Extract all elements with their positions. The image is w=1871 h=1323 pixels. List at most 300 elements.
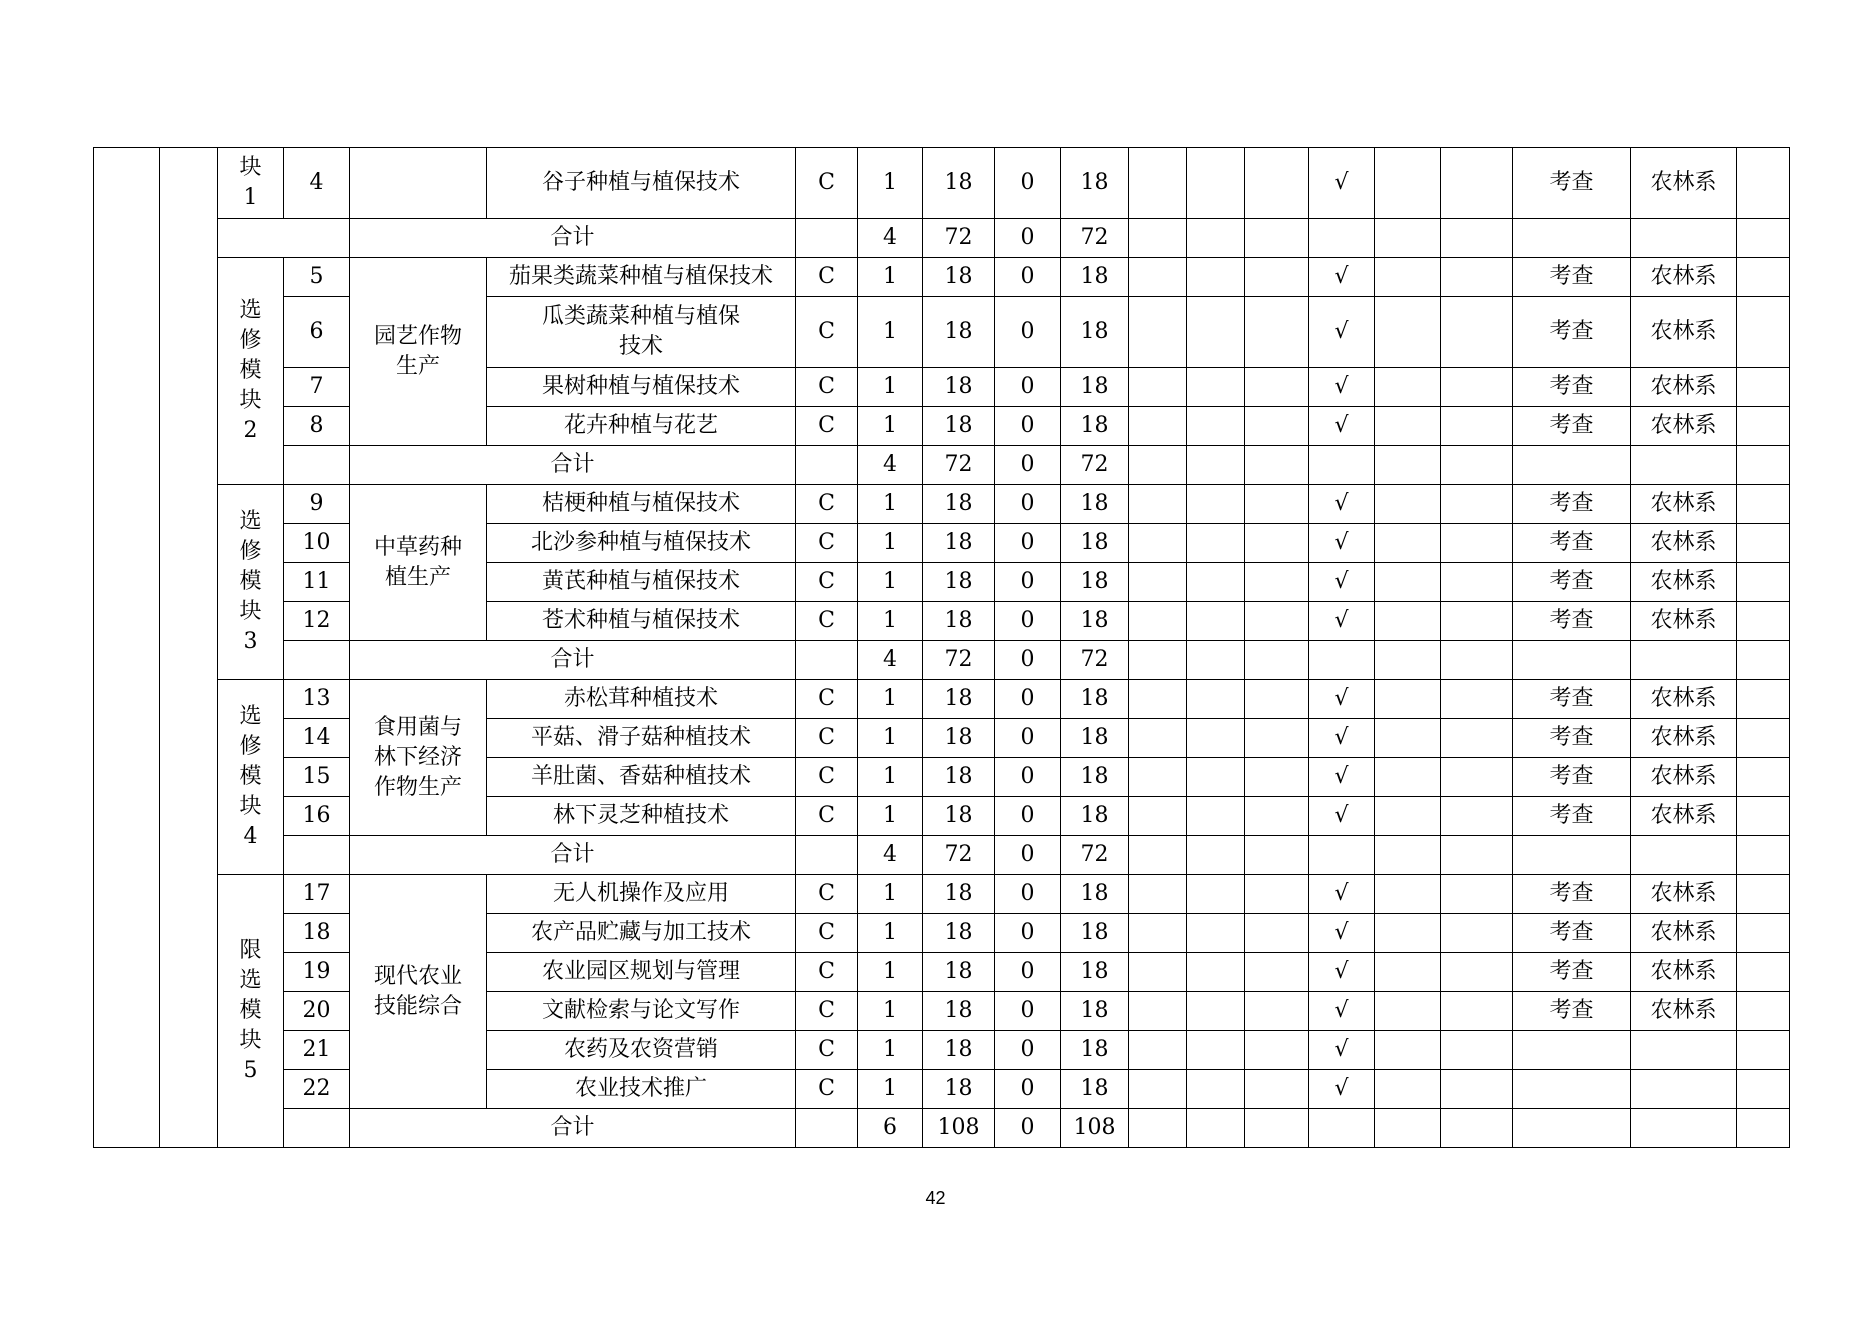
subtotal-theory: 72: [1061, 836, 1129, 875]
semester-cell: [1441, 641, 1513, 680]
remarks-cell: [1737, 797, 1790, 836]
subtotal-theory: 72: [1061, 219, 1129, 258]
course-type: C: [796, 368, 858, 407]
semester-cell: [1129, 797, 1187, 836]
practice-hours: 0: [995, 485, 1061, 524]
exam-method: 考查: [1513, 758, 1631, 797]
semester-cell: [1187, 836, 1245, 875]
course-no: 17: [284, 875, 350, 914]
course-type: C: [796, 407, 858, 446]
course-name-line: 技术: [618, 334, 663, 359]
total-hours: 18: [923, 524, 995, 563]
module-label-line: 模: [239, 998, 262, 1023]
semester-cell: [1309, 219, 1375, 258]
semester-check: √: [1309, 797, 1375, 836]
course-no: 9: [284, 485, 350, 524]
course-type: C: [796, 758, 858, 797]
table-row: [94, 875, 1790, 914]
course-area-line: 生产: [395, 353, 440, 379]
department: [1631, 1109, 1737, 1148]
course-name: 农业技术推广: [487, 1070, 796, 1109]
semester-cell: [1375, 446, 1441, 485]
practice-hours: 0: [995, 758, 1061, 797]
theory-hours: 18: [1061, 148, 1129, 219]
subtotal-label: 合计: [350, 446, 796, 485]
remarks-cell: [1737, 1070, 1790, 1109]
semester-cell: [1245, 719, 1309, 758]
remarks-cell: [1737, 485, 1790, 524]
course-no: 10: [284, 524, 350, 563]
module-label-line: 3: [243, 629, 258, 654]
practice-hours: 0: [995, 258, 1061, 297]
subtotal-practice: 0: [995, 641, 1061, 680]
subtotal-credit: 4: [858, 641, 923, 680]
module-label-line: 选: [239, 704, 262, 729]
semester-cell: [1375, 836, 1441, 875]
course-area-line: 现代农业: [373, 963, 462, 989]
remarks-cell: [1737, 914, 1790, 953]
semester-cell: [1441, 258, 1513, 297]
semester-check: √: [1309, 407, 1375, 446]
semester-cell: [1187, 1031, 1245, 1070]
subtotal-credit: 4: [858, 836, 923, 875]
semester-cell: [1375, 680, 1441, 719]
module-label-line: 块: [239, 388, 262, 413]
practice-hours: 0: [995, 524, 1061, 563]
semester-check: √: [1309, 524, 1375, 563]
semester-cell: [1129, 1070, 1187, 1109]
semester-cell: [1245, 219, 1309, 258]
course-name: 农产品贮藏与加工技术: [487, 914, 796, 953]
semester-check: √: [1309, 875, 1375, 914]
credit: 1: [858, 602, 923, 641]
semester-cell: [1375, 1109, 1441, 1148]
subtotal-theory: 72: [1061, 446, 1129, 485]
semester-cell: [1129, 219, 1187, 258]
exam-method: 考查: [1513, 563, 1631, 602]
module-label: [218, 258, 284, 485]
semester-cell: [1245, 914, 1309, 953]
subtotal-hours: 72: [923, 836, 995, 875]
semester-cell: [1441, 680, 1513, 719]
semester-cell: [1245, 758, 1309, 797]
semester-cell: [1375, 641, 1441, 680]
credit: 1: [858, 875, 923, 914]
semester-cell: [1375, 258, 1441, 297]
total-hours: 18: [923, 258, 995, 297]
remarks-cell: [1737, 1031, 1790, 1070]
exam-method: [1513, 641, 1631, 680]
module-label-line: 块: [239, 1028, 262, 1053]
remarks-cell: [1737, 641, 1790, 680]
course-name: [487, 297, 796, 368]
credit: 1: [858, 258, 923, 297]
course-type: [796, 836, 858, 875]
semester-cell: [1187, 1109, 1245, 1148]
module-label-line: 2: [243, 418, 258, 443]
module-label-line: 选: [239, 298, 262, 323]
table-row: [94, 914, 1790, 953]
semester-cell: [1375, 148, 1441, 219]
table-row: [94, 680, 1790, 719]
semester-cell: [1245, 680, 1309, 719]
course-name: 文献检索与论文写作: [487, 992, 796, 1031]
semester-cell: [1129, 992, 1187, 1031]
credit: 1: [858, 407, 923, 446]
exam-method: [1513, 1109, 1631, 1148]
course-type: [796, 1109, 858, 1148]
practice-hours: 0: [995, 148, 1061, 219]
semester-cell: [1245, 797, 1309, 836]
subtotal-credit: 6: [858, 1109, 923, 1148]
department: 农林系: [1631, 953, 1737, 992]
table-row: [94, 258, 1790, 297]
module-label: [218, 485, 284, 680]
semester-cell: [1187, 1070, 1245, 1109]
credit: 1: [858, 297, 923, 368]
total-hours: 18: [923, 875, 995, 914]
credit: 1: [858, 524, 923, 563]
semester-cell: [1375, 797, 1441, 836]
semester-cell: [1129, 297, 1187, 368]
semester-cell: [1441, 602, 1513, 641]
course-no: 11: [284, 563, 350, 602]
exam-method: 考查: [1513, 914, 1631, 953]
theory-hours: 18: [1061, 1031, 1129, 1070]
exam-method: 考查: [1513, 258, 1631, 297]
practice-hours: 0: [995, 680, 1061, 719]
theory-hours: 18: [1061, 680, 1129, 719]
course-type: C: [796, 1031, 858, 1070]
subtotal-practice: 0: [995, 1109, 1061, 1148]
remarks-cell: [1737, 875, 1790, 914]
subtotal-hours: 72: [923, 446, 995, 485]
semester-cell: [1245, 563, 1309, 602]
course-area-line: 植生产: [384, 564, 451, 590]
semester-cell: [1129, 148, 1187, 219]
subtotal-row: [94, 641, 1790, 680]
exam-method: 考查: [1513, 297, 1631, 368]
semester-cell: [1245, 836, 1309, 875]
module-label-line: 块: [239, 599, 262, 624]
semester-cell: [1375, 875, 1441, 914]
semester-cell: [1441, 875, 1513, 914]
exam-method: 考查: [1513, 407, 1631, 446]
semester-cell: [1245, 368, 1309, 407]
module-label-line: 模: [239, 358, 262, 383]
credit: 1: [858, 1031, 923, 1070]
department: [1631, 1070, 1737, 1109]
remarks-cell: [1737, 368, 1790, 407]
course-area: [350, 485, 487, 641]
course-type: C: [796, 875, 858, 914]
semester-check: √: [1309, 297, 1375, 368]
exam-method: [1513, 1031, 1631, 1070]
credit: 1: [858, 680, 923, 719]
course-area-line: 中草药种: [373, 534, 462, 560]
course-no: 4: [284, 148, 350, 219]
theory-hours: 18: [1061, 563, 1129, 602]
remarks-cell: [1737, 297, 1790, 368]
semester-check: √: [1309, 485, 1375, 524]
semester-cell: [1187, 563, 1245, 602]
course-type: C: [796, 258, 858, 297]
semester-cell: [1187, 680, 1245, 719]
exam-method: 考查: [1513, 485, 1631, 524]
semester-cell: [1129, 407, 1187, 446]
table-row: [94, 992, 1790, 1031]
semester-cell: [1375, 297, 1441, 368]
course-area: [350, 148, 487, 219]
semester-cell: [1245, 485, 1309, 524]
module-label-line: 模: [239, 764, 262, 789]
total-hours: 18: [923, 602, 995, 641]
module-label-line: 选: [239, 968, 262, 993]
course-type: C: [796, 797, 858, 836]
department: 农林系: [1631, 563, 1737, 602]
course-type: C: [796, 602, 858, 641]
semester-cell: [1129, 563, 1187, 602]
practice-hours: 0: [995, 719, 1061, 758]
course-no: 8: [284, 407, 350, 446]
theory-hours: 18: [1061, 368, 1129, 407]
semester-cell: [1187, 446, 1245, 485]
department: 农林系: [1631, 875, 1737, 914]
course-no: 13: [284, 680, 350, 719]
semester-cell: [1129, 953, 1187, 992]
exam-method: [1513, 836, 1631, 875]
semester-cell: [1375, 563, 1441, 602]
course-type: C: [796, 992, 858, 1031]
credit: 1: [858, 992, 923, 1031]
semester-cell: [1245, 148, 1309, 219]
total-hours: 18: [923, 297, 995, 368]
course-type: C: [796, 485, 858, 524]
exam-method: 考查: [1513, 368, 1631, 407]
table-row: [94, 485, 1790, 524]
course-name: 无人机操作及应用: [487, 875, 796, 914]
practice-hours: 0: [995, 914, 1061, 953]
credit: 1: [858, 758, 923, 797]
semester-check: √: [1309, 1070, 1375, 1109]
module-label-line: 选: [239, 509, 262, 534]
semester-cell: [1441, 836, 1513, 875]
subtotal-credit: 4: [858, 446, 923, 485]
semester-cell: [1187, 719, 1245, 758]
semester-cell: [1245, 407, 1309, 446]
module-label-line: 1: [243, 185, 258, 210]
semester-check: √: [1309, 680, 1375, 719]
theory-hours: 18: [1061, 524, 1129, 563]
course-type: C: [796, 953, 858, 992]
semester-cell: [1375, 485, 1441, 524]
course-area-line: 园艺作物: [373, 323, 462, 349]
total-hours: 18: [923, 485, 995, 524]
course-type: C: [796, 524, 858, 563]
practice-hours: 0: [995, 602, 1061, 641]
remarks-cell: [1737, 953, 1790, 992]
semester-cell: [1375, 758, 1441, 797]
total-hours: 18: [923, 758, 995, 797]
semester-cell: [1309, 446, 1375, 485]
course-type: [796, 446, 858, 485]
course-no: [284, 836, 350, 875]
semester-cell: [1441, 446, 1513, 485]
module-label-line: 5: [243, 1058, 258, 1083]
module-label-line: 修: [239, 328, 262, 353]
semester-cell: [1129, 758, 1187, 797]
course-type: C: [796, 719, 858, 758]
subtotal-theory: 108: [1061, 1109, 1129, 1148]
course-area-line: 食用菌与: [373, 714, 462, 740]
theory-hours: 18: [1061, 914, 1129, 953]
semester-cell: [1129, 680, 1187, 719]
course-area: [350, 258, 487, 446]
semester-check: √: [1309, 758, 1375, 797]
remarks-cell: [1737, 992, 1790, 1031]
semester-check: √: [1309, 719, 1375, 758]
semester-cell: [1441, 992, 1513, 1031]
semester-cell: [1245, 641, 1309, 680]
department: 农林系: [1631, 485, 1737, 524]
total-hours: 18: [923, 1031, 995, 1070]
semester-check: √: [1309, 148, 1375, 219]
course-type: [796, 219, 858, 258]
department: 农林系: [1631, 602, 1737, 641]
course-name: 桔梗种植与植保技术: [487, 485, 796, 524]
semester-check: √: [1309, 953, 1375, 992]
semester-cell: [1375, 719, 1441, 758]
module-label-line: 4: [243, 824, 258, 849]
subtotal-hours: 108: [923, 1109, 995, 1148]
semester-cell: [1441, 953, 1513, 992]
remarks-cell: [1737, 407, 1790, 446]
semester-cell: [1441, 1109, 1513, 1148]
semester-cell: [1441, 797, 1513, 836]
table-row: [94, 1070, 1790, 1109]
semester-cell: [1375, 602, 1441, 641]
course-no: 14: [284, 719, 350, 758]
subtotal-practice: 0: [995, 219, 1061, 258]
semester-cell: [1441, 914, 1513, 953]
course-no: [284, 446, 350, 485]
semester-cell: [1441, 368, 1513, 407]
course-name: 农业园区规划与管理: [487, 953, 796, 992]
course-no: 16: [284, 797, 350, 836]
course-name: 苍术种植与植保技术: [487, 602, 796, 641]
subtotal-theory: 72: [1061, 641, 1129, 680]
course-name: 平菇、滑子菇种植技术: [487, 719, 796, 758]
semester-cell: [1245, 1070, 1309, 1109]
course-name: 北沙参种植与植保技术: [487, 524, 796, 563]
course-area-line: 技能综合: [373, 993, 462, 1019]
table-row: [94, 407, 1790, 446]
course-no: 15: [284, 758, 350, 797]
credit: 1: [858, 953, 923, 992]
theory-hours: 18: [1061, 485, 1129, 524]
department: [1631, 836, 1737, 875]
total-hours: 18: [923, 797, 995, 836]
semester-cell: [1441, 219, 1513, 258]
semester-cell: [1441, 524, 1513, 563]
subtotal-row: [94, 219, 1790, 258]
subtotal-label: 合计: [350, 219, 796, 258]
semester-cell: [1187, 602, 1245, 641]
theory-hours: 18: [1061, 719, 1129, 758]
department: 农林系: [1631, 992, 1737, 1031]
exam-method: [1513, 1070, 1631, 1109]
subtotal-label: 合计: [350, 836, 796, 875]
remarks-cell: [1737, 602, 1790, 641]
semester-cell: [1187, 641, 1245, 680]
practice-hours: 0: [995, 563, 1061, 602]
category-cell: [94, 148, 160, 1148]
semester-cell: [1129, 368, 1187, 407]
department: 农林系: [1631, 797, 1737, 836]
course-name: 林下灵芝种植技术: [487, 797, 796, 836]
table-row: [94, 719, 1790, 758]
table-row: [94, 1031, 1790, 1070]
theory-hours: 18: [1061, 758, 1129, 797]
subtotal-row: [94, 446, 1790, 485]
total-hours: 18: [923, 148, 995, 219]
practice-hours: 0: [995, 797, 1061, 836]
module-label-line: 块: [239, 794, 262, 819]
course-no: 19: [284, 953, 350, 992]
course-name: 羊肚菌、香菇种植技术: [487, 758, 796, 797]
module-label-line: 模: [239, 569, 262, 594]
semester-cell: [1309, 1109, 1375, 1148]
table-row: [94, 297, 1790, 368]
practice-hours: 0: [995, 875, 1061, 914]
course-type: C: [796, 914, 858, 953]
module-label: [218, 148, 284, 219]
semester-cell: [1375, 368, 1441, 407]
course-no: 22: [284, 1070, 350, 1109]
semester-cell: [1441, 148, 1513, 219]
theory-hours: 18: [1061, 407, 1129, 446]
semester-cell: [1309, 641, 1375, 680]
exam-method: 考查: [1513, 524, 1631, 563]
subtotal-label: 合计: [350, 641, 796, 680]
course-no: 6: [284, 297, 350, 368]
practice-hours: 0: [995, 992, 1061, 1031]
semester-cell: [1187, 758, 1245, 797]
table-row: [94, 797, 1790, 836]
semester-cell: [1245, 953, 1309, 992]
semester-cell: [1441, 1070, 1513, 1109]
module-label-line: 修: [239, 734, 262, 759]
course-type: C: [796, 1070, 858, 1109]
semester-cell: [1129, 524, 1187, 563]
course-no: 18: [284, 914, 350, 953]
course-name: 黄芪种植与植保技术: [487, 563, 796, 602]
semester-cell: [1129, 914, 1187, 953]
course-type: C: [796, 148, 858, 219]
credit: 1: [858, 563, 923, 602]
semester-check: √: [1309, 368, 1375, 407]
total-hours: 18: [923, 719, 995, 758]
semester-cell: [1245, 297, 1309, 368]
course-no: 7: [284, 368, 350, 407]
remarks-cell: [1737, 680, 1790, 719]
semester-cell: [1245, 992, 1309, 1031]
semester-cell: [1187, 297, 1245, 368]
theory-hours: 18: [1061, 875, 1129, 914]
course-no: 5: [284, 258, 350, 297]
department: [1631, 219, 1737, 258]
subtotal-hours: 72: [923, 219, 995, 258]
